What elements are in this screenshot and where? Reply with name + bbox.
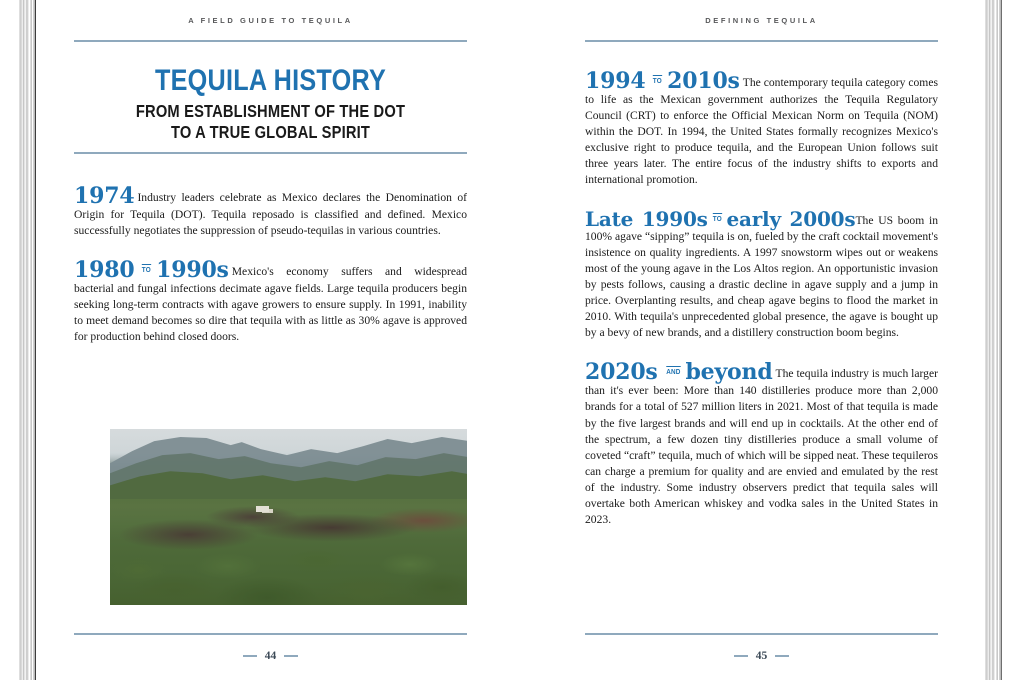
running-head-left: A FIELD GUIDE TO TEQUILA [188,16,353,25]
entry-body: Mexico's economy suffers and widespread bacterial and fungal infections decimate agave fields. Large tequila producers begin seeking long-term contracts with agave growers to ensure supply. In 1991, inability to meet demand becomes so dire that tequila with as little as 30% agave is approved for production behind closed doors. [74,265,467,344]
page-edge-texture [984,0,1002,680]
entry-year-end: 2010s [667,68,740,94]
entry-year-end: early 2000s [726,206,856,231]
left-page [36,0,510,680]
folio-dash-left [734,655,748,657]
page-edge-rule [1001,0,1002,680]
entry-year-start: Late 1990s [585,206,708,231]
entry-body: The contemporary tequila category comes to life as the Mexican government authorizes the Tequila Regulatory Council (CRT) to enforce the Official Mexican Norm on Tequila (NOM) within the DOT. In 1994, the United States formally recognizes Mexico's exclusive right to produce tequila, and the European Union follows suit three years later. The entire focus of the industry shifts to exports and international promotion. [585,76,938,187]
rule-under-title [74,152,467,154]
rule-bottom-left [74,633,467,635]
entry-year-connector: TO [142,265,152,275]
history-entry [585,361,938,528]
rule-top-left [74,40,467,42]
entry-year: 1974 [74,183,135,209]
entry-body: The tequila industry is much larger than it's ever been: More than 140 distilleries produce more than 2,000 brands for a total of 527 million liters in 2021. Most of that tequila is made by the five largest brands and will end up in cocktails. At the other end of the spectrum, a few dozen tiny distilleries produce a small volume of coveted “craft” tequila, much of which will be sipped neat. These tequileros can charge a premium for quality and are envied and emulated by the rest of the industry. Some industry observers predict that tequila sales will overtake both American whiskey and vodka sales in the United States in 2023. [585,367,938,527]
folio-left [74,650,467,662]
entry-year-start: 1980 [74,257,135,284]
entry-body: Industry leaders celebrate as Mexico declares the Denomination of Origin for Tequila (DOT). Tequila reposado is classified and defined. Mexico successfully negotiates the suppression of pseudo-tequilas in various countries. [74,191,467,238]
page-number: 44 [264,650,277,662]
history-entry [585,70,938,189]
landscape-photo-image [110,429,467,605]
folio-dash-right [284,655,298,657]
page-edge-texture [18,0,36,680]
photo-farm-building [256,506,269,512]
entry-year-start: 2020s [585,359,658,386]
entry-year-end: 1990s [156,257,229,284]
entry-year-end: beyond [685,359,773,386]
rule-top-right [585,40,938,42]
page-title: TEQUILA HISTORY [154,64,387,97]
folio-dash-right [775,655,789,657]
right-page [510,0,984,680]
history-entry [585,206,939,342]
page-subtitle-line-2: TO A TRUE GLOBAL SPIRIT [170,121,371,142]
left-column-text [74,185,467,346]
rule-bottom-right [585,633,938,635]
book-page-edge-left [18,0,36,680]
page-subtitle-line-1: FROM ESTABLISHMENT OF THE DOT [135,100,406,121]
history-entry [74,259,467,345]
entry-year-start: 1994 [585,68,646,94]
folio-dash-left [243,655,257,657]
entry-body: The US boom in 100% agave “sipping” tequila is on, fueled by the craft cocktail movement's insistence on quality ingredients. A 1997 snowstorm wipes out or weakens most of the young agave in the Los Altos region. An opportunistic invasion by pests follows, causing a drastic decline in agave supply and a jump in price. Overplanting results, and cheap agave begins to flood the market in 2010. With tequila's unprecedented global presence, the agave is bought up by a bevy of new brands, and a distillery construction boom begins. [585,213,939,340]
running-head-right: DEFINING TEQUILA [705,16,818,25]
entry-year-connector: AND [665,367,681,377]
right-column-text [585,70,938,528]
landscape-photo [110,429,467,605]
page-title-block [74,66,467,143]
book-page-edge-right [984,0,1002,680]
page-edge-rule [984,0,985,680]
history-entry [74,185,467,239]
entry-year-connector: TO [712,213,722,223]
page-number: 45 [755,650,768,662]
photo-mountain-range [110,429,467,499]
entry-year-connector: TO [653,76,663,85]
page-edge-rule [18,0,19,680]
folio-right [585,650,938,662]
